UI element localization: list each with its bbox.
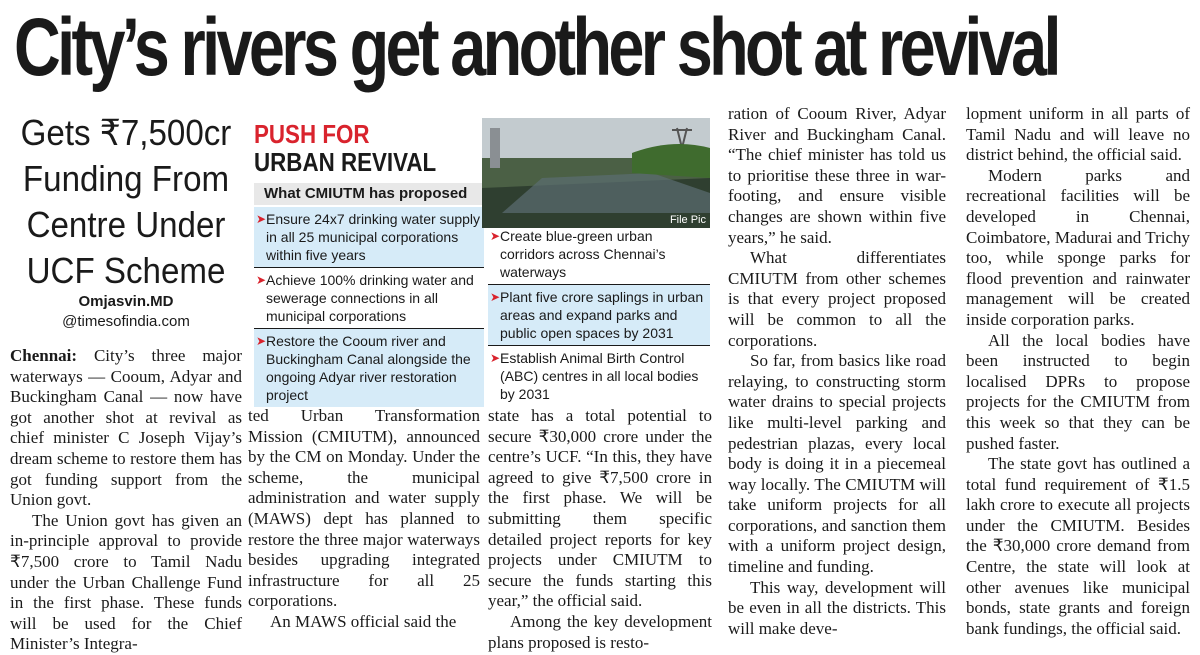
- article-column-4: [728, 104, 946, 638]
- article-column-3: [488, 406, 712, 652]
- article-paragraph: [10, 346, 242, 511]
- bullet-text: Ensure 24x7 drinking water supply in all 25 municipal corporations within five years: [266, 211, 481, 263]
- article-column-5: [966, 104, 1190, 638]
- bullet-item: [254, 268, 484, 329]
- bullet-item: [488, 285, 710, 346]
- bullet-item: [488, 224, 710, 285]
- bullet-text: Establish Animal Birth Control (ABC) centres in all local bodies by 2031: [500, 350, 699, 402]
- river-photo: [482, 118, 710, 228]
- article-paragraph: Among the key development plans proposed is resto-: [488, 611, 712, 652]
- article-paragraph: What differentiates CMIUTM from other schemes is that every project proposed will be common to all the corporations.: [728, 248, 946, 350]
- info-box-subtitle: What CMIUTM has proposed: [254, 183, 484, 205]
- bullet-text: Create blue-green urban corridors across Chennai’s waterways: [500, 228, 666, 280]
- arrow-icon: ➤: [490, 351, 501, 365]
- dateline: Chennai:: [10, 346, 78, 365]
- article-paragraph: state has a total potential to secure ₹30,000 crore under the centre’s UCF. “In this, they have agreed to give ₹7,500 crore in the first phase. We will be submitting them specific detailed project reports for key projects under CMIUTM to secure the funds starting this year,” the official said.: [488, 406, 712, 611]
- arrow-icon: ➤: [490, 290, 501, 304]
- bullet-text: Achieve 100% drinking water and sewerage connections in all municipal corporations: [266, 272, 474, 324]
- byline: [10, 292, 242, 332]
- info-box-title-line2: URBAN REVIVAL: [254, 147, 437, 177]
- article-paragraph: An MAWS official said the: [270, 611, 457, 631]
- headline: City’s rivers get another shot at revival: [14, 2, 1058, 93]
- info-box-title: [254, 120, 436, 176]
- subhead-line: Gets ₹7,500cr: [20, 112, 232, 153]
- arrow-icon: ➤: [490, 229, 501, 243]
- river-photo-illustration: [482, 118, 710, 228]
- article-paragraph: So far, from basics like road relaying, to constructing storm water drains to special projects like multi-level parking and pedestrian plazas, every local body is doing it in a piecemeal way locally. The CMIUTM will take uniform projects for all corporations, and sanction them with a uniform project design, timeline and funding.: [728, 351, 946, 577]
- article-paragraph: This way, development will be even in all the districts. This will make deve-: [728, 577, 946, 638]
- article-paragraph: The state govt has outlined a total fund requirement of ₹1.5 lakh crore to execute all projects under the CMIUTM. Besides the ₹30,000 crore demand from Centre, the state will look at other avenues like municipal bonds, state grants and foreign bank fundings, the official said.: [966, 454, 1190, 638]
- article-paragraph: Modern parks and recreational facilities will be developed in Chennai, Coimbatore, Madurai and Trichy too, while sponge parks for flood prevention and rainwater management will be created inside corporation parks.: [966, 165, 1190, 329]
- author-name: Omjasvin.MD: [78, 293, 174, 310]
- bullet-item: [488, 346, 710, 406]
- bullet-item: [254, 207, 484, 268]
- arrow-icon: ➤: [256, 273, 267, 287]
- bullet-item: [254, 329, 484, 407]
- subhead-line: Funding From: [22, 158, 230, 199]
- article-paragraph: ration of Cooum River, Adyar River and Buckingham Canal. “The chief minister has told us to prioritise these three in war-footing, and ensure visible changes are shown within five years,” he said.: [728, 104, 946, 247]
- photo-caption: File Pic: [669, 214, 706, 226]
- subhead-line: Centre Under: [26, 204, 226, 245]
- author-handle: @timesofindia.com: [62, 313, 190, 330]
- subhead-line: UCF Scheme: [26, 250, 226, 291]
- bullet-text: Restore the Cooum river and Buckingham Canal alongside the ongoing Adyar river restoration project: [266, 333, 471, 403]
- right-bullet-list: [488, 224, 710, 406]
- arrow-icon: ➤: [256, 334, 267, 348]
- article-paragraph: The Union govt has given an in-principle approval to provide ₹7,500 crore to Tamil Nadu under the Urban Challenge Fund in the first phase. These funds will be used for the Chief Minister’s Integra-: [10, 510, 242, 654]
- left-bullet-list: [254, 207, 484, 407]
- article-paragraph: lopment uniform in all parts of Tamil Nadu and will leave no district behind, the official said.: [966, 104, 1190, 165]
- info-box-title-line1: PUSH FOR: [254, 119, 370, 149]
- subheadline: [10, 110, 242, 294]
- article-paragraph: ted Urban Transformation Mission (CMIUTM), announced by the CM on Monday. Under the scheme, the municipal administration and water supply (MAWS) dept has planned to restore the three major waterways besides upgrading integrated infrastructure for all 25 corporations.: [248, 406, 480, 611]
- arrow-icon: ➤: [256, 212, 267, 226]
- paragraph-text: City’s three major waterways — Cooum, Adyar and Buckingham Canal — now have got another shot at revival as chief minister C Joseph Vijay’s dream scheme to restore them has got funding support from the Union govt.: [10, 346, 242, 510]
- article-paragraph: All the local bodies have been instructed to begin localised DPRs to propose projects for the CMIUTM from this week so that they can be pushed faster.: [966, 330, 1190, 453]
- article-column-2: [248, 406, 480, 631]
- bullet-text: Plant five crore saplings in urban areas and expand parks and public open spaces by 2031: [500, 289, 704, 341]
- article-column-1: [10, 346, 242, 654]
